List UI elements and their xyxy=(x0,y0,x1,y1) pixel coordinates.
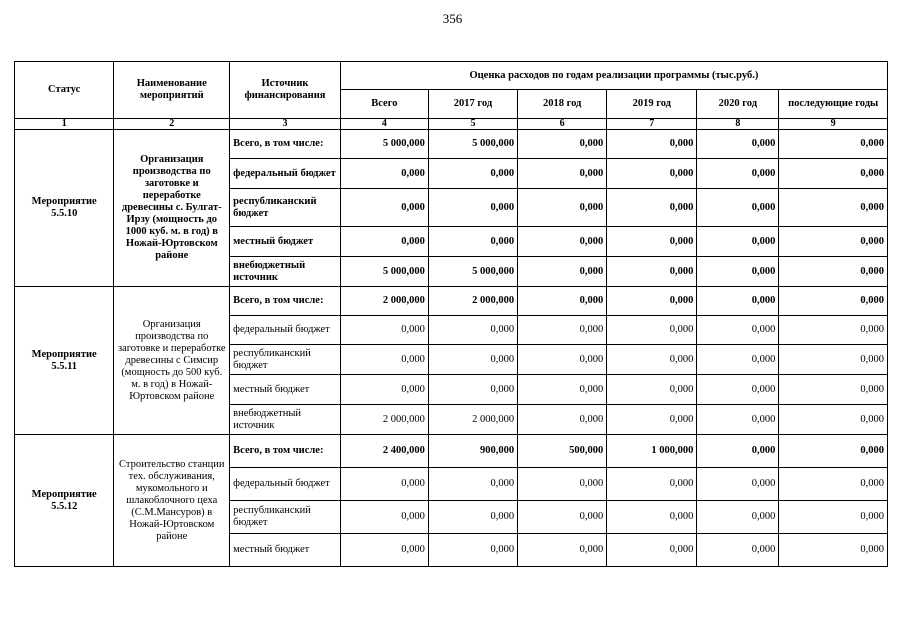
amount-cell: 0,000 xyxy=(340,534,428,567)
amount-cell: 0,000 xyxy=(340,468,428,501)
amount-cell: 0,000 xyxy=(697,345,779,375)
amount-cell: 0,000 xyxy=(340,375,428,405)
amount-cell: 0,000 xyxy=(607,345,697,375)
measure-status: Мероприятие 5.5.11 xyxy=(15,287,114,435)
header-total: Всего xyxy=(340,90,428,119)
amount-cell: 0,000 xyxy=(697,468,779,501)
amount-cell: 0,000 xyxy=(697,257,779,287)
amount-cell: 0,000 xyxy=(697,316,779,345)
amount-cell: 2 000,000 xyxy=(428,287,517,316)
amount-cell: 0,000 xyxy=(518,227,607,257)
amount-cell: 0,000 xyxy=(697,435,779,468)
column-number: 7 xyxy=(607,119,697,130)
amount-cell: 0,000 xyxy=(518,189,607,227)
amount-cell: 0,000 xyxy=(779,435,888,468)
funding-source: местный бюджет xyxy=(230,534,341,567)
funding-source: республиканский бюджет xyxy=(230,345,341,375)
amount-cell: 5 000,000 xyxy=(428,257,517,287)
table-row xyxy=(15,287,888,316)
page-number: 356 xyxy=(442,11,463,26)
amount-cell: 0,000 xyxy=(697,405,779,435)
amount-cell: 0,000 xyxy=(518,405,607,435)
column-number: 2 xyxy=(114,119,230,130)
amount-cell: 0,000 xyxy=(607,534,697,567)
amount-cell: 500,000 xyxy=(518,435,607,468)
amount-cell: 0,000 xyxy=(518,501,607,534)
amount-cell: 0,000 xyxy=(607,257,697,287)
amount-cell: 0,000 xyxy=(518,534,607,567)
amount-cell: 0,000 xyxy=(779,468,888,501)
measure-name: Организация производства по заготовке и переработке древесины с Симсир (мощность до 500 куб. м. в год) в Ножай-Юртовском районе xyxy=(114,287,230,435)
funding-source: местный бюджет xyxy=(230,375,341,405)
amount-cell: 0,000 xyxy=(428,227,517,257)
amount-cell: 2 400,000 xyxy=(340,435,428,468)
amount-cell: 1 000,000 xyxy=(607,435,697,468)
amount-cell: 0,000 xyxy=(779,227,888,257)
amount-cell: 0,000 xyxy=(428,345,517,375)
funding-source: Всего, в том числе: xyxy=(230,130,341,159)
amount-cell: 0,000 xyxy=(697,130,779,159)
header-2020: 2020 год xyxy=(697,90,779,119)
amount-cell: 0,000 xyxy=(340,159,428,189)
header-status: Статус xyxy=(15,62,114,119)
amount-cell: 0,000 xyxy=(697,189,779,227)
header-source: Источник финансирования xyxy=(230,62,341,119)
amount-cell: 2 000,000 xyxy=(428,405,517,435)
amount-cell: 0,000 xyxy=(518,159,607,189)
amount-cell: 0,000 xyxy=(518,257,607,287)
amount-cell: 0,000 xyxy=(779,534,888,567)
column-number: 9 xyxy=(779,119,888,130)
header-later-years: последующие годы xyxy=(779,90,888,119)
amount-cell: 0,000 xyxy=(779,501,888,534)
column-number: 3 xyxy=(230,119,341,130)
funding-source: республиканский бюджет xyxy=(230,501,341,534)
amount-cell: 0,000 xyxy=(428,189,517,227)
header-name: Наименование мероприятий xyxy=(114,62,230,119)
funding-source: местный бюджет xyxy=(230,227,341,257)
amount-cell: 0,000 xyxy=(779,287,888,316)
amount-cell: 0,000 xyxy=(697,375,779,405)
amount-cell: 0,000 xyxy=(428,159,517,189)
amount-cell: 0,000 xyxy=(607,159,697,189)
amount-cell: 0,000 xyxy=(428,316,517,345)
funding-source: федеральный бюджет xyxy=(230,468,341,501)
header-2017: 2017 год xyxy=(428,90,517,119)
measure-status: Мероприятие 5.5.10 xyxy=(15,130,114,287)
measure-name: Строительство станции тех. обслуживания, мукомольного и шлакоблочного цеха (С.М.Мансуров) в Ножай-Юртовском районе xyxy=(114,435,230,567)
column-number: 5 xyxy=(428,119,517,130)
amount-cell: 0,000 xyxy=(779,405,888,435)
amount-cell: 5 000,000 xyxy=(340,257,428,287)
amount-cell: 0,000 xyxy=(607,405,697,435)
amount-cell: 0,000 xyxy=(779,130,888,159)
amount-cell: 0,000 xyxy=(607,130,697,159)
funding-source: федеральный бюджет xyxy=(230,316,341,345)
amount-cell: 0,000 xyxy=(518,287,607,316)
amount-cell: 5 000,000 xyxy=(340,130,428,159)
amount-cell: 5 000,000 xyxy=(428,130,517,159)
column-number: 4 xyxy=(340,119,428,130)
column-number: 8 xyxy=(697,119,779,130)
amount-cell: 0,000 xyxy=(607,375,697,405)
amount-cell: 0,000 xyxy=(607,287,697,316)
amount-cell: 0,000 xyxy=(779,159,888,189)
amount-cell: 0,000 xyxy=(428,375,517,405)
funding-source: внебюджетный источник xyxy=(230,257,341,287)
funding-source: Всего, в том числе: xyxy=(230,435,341,468)
budget-table xyxy=(14,61,888,567)
header-estimate: Оценка расходов по годам реализации программы (тыс.руб.) xyxy=(340,62,887,90)
header-2018: 2018 год xyxy=(518,90,607,119)
amount-cell: 0,000 xyxy=(340,501,428,534)
amount-cell: 0,000 xyxy=(607,189,697,227)
column-number: 1 xyxy=(15,119,114,130)
amount-cell: 0,000 xyxy=(428,534,517,567)
amount-cell: 0,000 xyxy=(779,375,888,405)
amount-cell: 0,000 xyxy=(518,375,607,405)
amount-cell: 0,000 xyxy=(607,316,697,345)
amount-cell: 900,000 xyxy=(428,435,517,468)
measure-status: Мероприятие 5.5.12 xyxy=(15,435,114,567)
amount-cell: 0,000 xyxy=(697,534,779,567)
amount-cell: 0,000 xyxy=(697,227,779,257)
amount-cell: 0,000 xyxy=(518,130,607,159)
amount-cell: 0,000 xyxy=(518,316,607,345)
table-body xyxy=(15,130,888,567)
table-row xyxy=(15,130,888,159)
amount-cell: 0,000 xyxy=(340,345,428,375)
amount-cell: 0,000 xyxy=(340,316,428,345)
amount-cell: 0,000 xyxy=(607,501,697,534)
amount-cell: 0,000 xyxy=(697,159,779,189)
amount-cell: 0,000 xyxy=(779,316,888,345)
column-number: 6 xyxy=(518,119,607,130)
amount-cell: 2 000,000 xyxy=(340,405,428,435)
amount-cell: 0,000 xyxy=(779,345,888,375)
amount-cell: 0,000 xyxy=(340,227,428,257)
amount-cell: 2 000,000 xyxy=(340,287,428,316)
funding-source: внебюджетный источник xyxy=(230,405,341,435)
funding-source: республиканский бюджет xyxy=(230,189,341,227)
funding-source: федеральный бюджет xyxy=(230,159,341,189)
header-2019: 2019 год xyxy=(607,90,697,119)
amount-cell: 0,000 xyxy=(607,468,697,501)
funding-source: Всего, в том числе: xyxy=(230,287,341,316)
amount-cell: 0,000 xyxy=(607,227,697,257)
amount-cell: 0,000 xyxy=(697,287,779,316)
amount-cell: 0,000 xyxy=(779,189,888,227)
amount-cell: 0,000 xyxy=(779,257,888,287)
amount-cell: 0,000 xyxy=(340,189,428,227)
table-row xyxy=(15,435,888,468)
amount-cell: 0,000 xyxy=(518,345,607,375)
amount-cell: 0,000 xyxy=(518,468,607,501)
amount-cell: 0,000 xyxy=(428,468,517,501)
measure-name: Организация производства по заготовке и переработке древесины с. Булгат-Ирзу (мощность до 1000 куб. м. в год) в Ножай-Юртовском районе xyxy=(114,130,230,287)
amount-cell: 0,000 xyxy=(428,501,517,534)
amount-cell: 0,000 xyxy=(697,501,779,534)
